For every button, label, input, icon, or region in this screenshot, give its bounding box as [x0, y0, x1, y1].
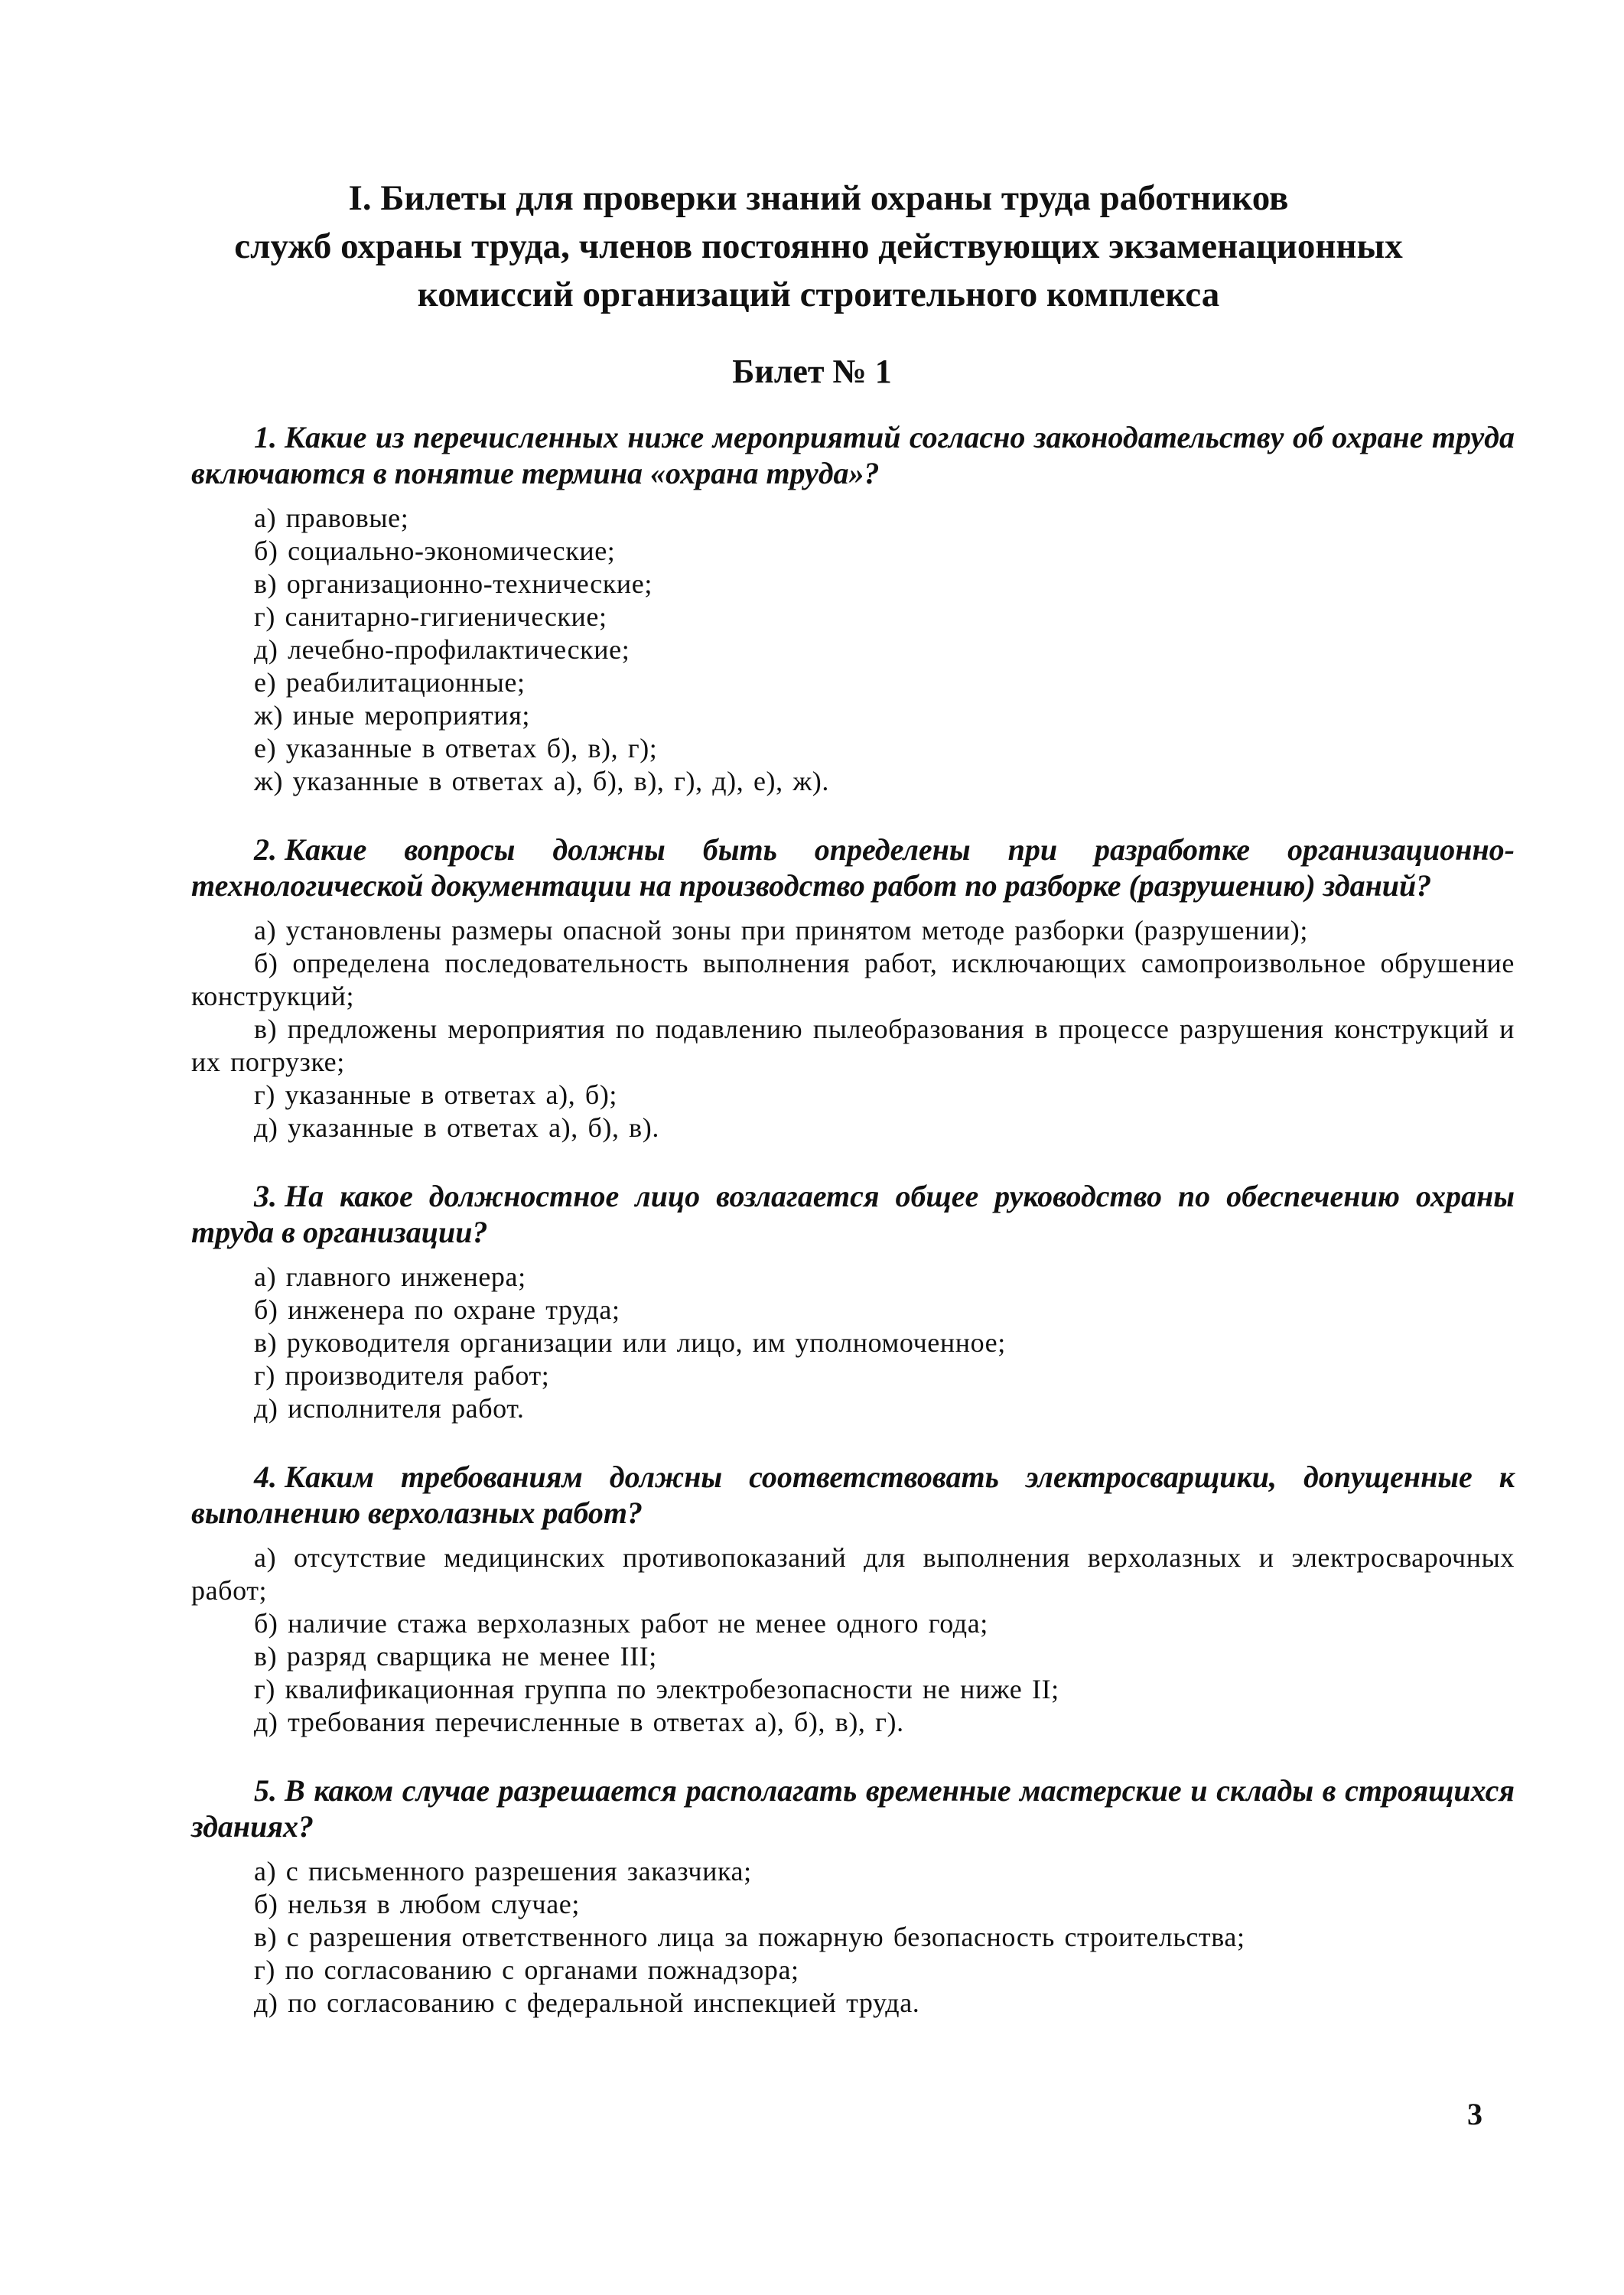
answer-option: б) определена последовательность выполнения работ, исключающих самопроизвольное обрушение конструкций; — [191, 948, 1515, 1011]
question-number: 5. — [254, 1773, 277, 1808]
question-text — [191, 1178, 1515, 1250]
answer-option: г) указанные в ответах а), б); — [254, 1079, 618, 1110]
answer-option: в) разряд сварщика не менее III; — [254, 1641, 657, 1672]
answer-option: б) социально-экономические; — [254, 536, 616, 566]
question-body: Каким требованиям должны соответствовать электросварщики, допущенные к выполнению верхолазных работ? — [191, 1460, 1515, 1530]
answer-option: в) предложены мероприятия по подавлению пылеобразования в процессе разрушения конструкций и их погрузке; — [191, 1014, 1515, 1077]
answer-option: е) указанные в ответах б), в), г); — [254, 733, 658, 763]
questions-list — [191, 419, 1515, 2053]
question-1 — [191, 419, 1515, 798]
answer-option: г) производителя работ; — [254, 1360, 550, 1391]
answer-list — [191, 1261, 1515, 1425]
section-title-line: комиссий организаций строительного комплекса — [417, 275, 1220, 314]
question-number: 1. — [254, 420, 277, 454]
answer-option: в) организационно-технические; — [254, 568, 653, 599]
question-4 — [191, 1459, 1515, 1739]
answer-option: д) лечебно-профилактические; — [254, 634, 630, 665]
answer-option: ж) иные мероприятия; — [254, 700, 530, 731]
answer-option: ж) указанные в ответах а), б), в), г), д), е), ж). — [254, 766, 829, 796]
answer-option: а) правовые; — [254, 503, 409, 533]
section-title-line: I. Билеты для проверки знаний охраны труда работников — [348, 178, 1289, 218]
question-number: 2. — [254, 832, 277, 867]
answer-option: а) с письменного разрешения заказчика; — [254, 1856, 752, 1886]
answer-option: б) нельзя в любом случае; — [254, 1889, 580, 1919]
answer-option: г) квалификационная группа по электробезопасности не ниже II; — [254, 1674, 1059, 1704]
answer-list — [191, 914, 1515, 1144]
answer-option: а) отсутствие медицинских противопоказаний для выполнения верхолазных и электросварочных работ; — [191, 1542, 1515, 1606]
question-body: Какие вопросы должны быть определены при разработке организационно-технологической документации на производство работ по разборке (разрушению) зданий? — [191, 832, 1515, 903]
answer-list — [191, 1541, 1515, 1739]
answer-option: д) исполнителя работ. — [254, 1393, 525, 1424]
question-number: 4. — [254, 1460, 277, 1494]
answer-option: д) по согласованию с федеральной инспекцией труда. — [254, 1987, 920, 2018]
answer-list — [191, 1855, 1515, 2020]
answer-option: в) с разрешения ответственного лица за пожарную безопасность строительства; — [254, 1922, 1245, 1952]
question-body: Какие из перечисленных ниже мероприятий согласно законодательству об охране труда включаются в понятие термина «охрана труда»? — [191, 420, 1515, 490]
question-body: В каком случае разрешается располагать временные мастерские и склады в строящихся зданиях? — [191, 1773, 1515, 1844]
section-title-line: служб охраны труда, членов постоянно действующих экзаменационных — [234, 226, 1403, 266]
ticket-heading: Билет № 1 — [732, 353, 892, 390]
question-3 — [191, 1178, 1515, 1425]
answer-option: а) главного инженера; — [254, 1261, 526, 1292]
question-text — [191, 1773, 1515, 1844]
answer-option: в) руководителя организации или лицо, им уполномоченное; — [254, 1327, 1006, 1358]
answer-option: д) указанные в ответах а), б), в). — [254, 1112, 659, 1143]
answer-option: е) реабилитационные; — [254, 667, 526, 698]
question-body: На какое должностное лицо возлагается общее руководство по обеспечению охраны труда в организации? — [191, 1179, 1515, 1249]
answer-option: б) наличие стажа верхолазных работ не менее одного года; — [254, 1608, 988, 1639]
page-number: 3 — [1467, 2097, 1482, 2131]
question-5 — [191, 1773, 1515, 2020]
question-2 — [191, 832, 1515, 1144]
answer-option: б) инженера по охране труда; — [254, 1294, 620, 1325]
answer-option: г) санитарно-гигиенические; — [254, 601, 607, 632]
section-title — [191, 174, 1446, 319]
answer-option: а) установлены размеры опасной зоны при принятом методе разборки (разрушении); — [254, 915, 1308, 946]
question-text — [191, 832, 1515, 903]
question-text — [191, 419, 1515, 491]
question-text — [191, 1459, 1515, 1531]
answer-option: г) по согласованию с органами пожнадзора; — [254, 1955, 799, 1985]
question-number: 3. — [254, 1179, 277, 1213]
answer-list — [191, 502, 1515, 798]
answer-option: д) требования перечисленные в ответах а), б), в), г). — [254, 1707, 904, 1737]
